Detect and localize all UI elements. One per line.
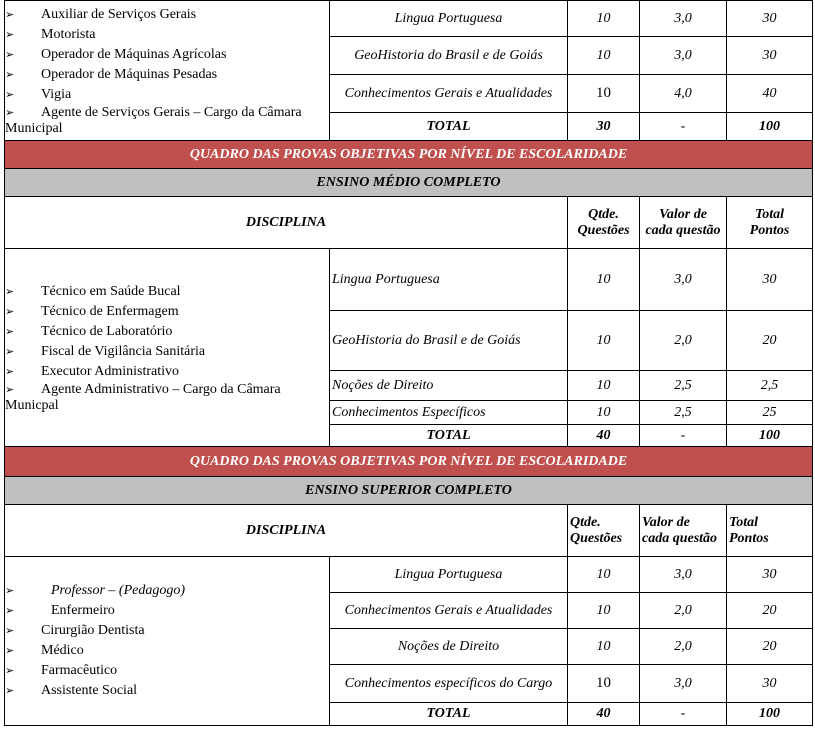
pontos-cell: 20 xyxy=(727,593,813,629)
valor-cell: 3,0 xyxy=(640,665,727,703)
arrow-bullet-icon: ➢ xyxy=(5,364,15,378)
header-valor: Valor de cada questão xyxy=(640,197,727,249)
total-qtd: 30 xyxy=(568,113,640,141)
list-item: ➢ Cirurgião Dentista xyxy=(5,621,329,641)
header-qtd: Qtde. Questões xyxy=(568,197,640,249)
valor-cell: 3,0 xyxy=(640,1,727,37)
arrow-bullet-icon: ➢ xyxy=(5,284,15,298)
banner-row xyxy=(5,141,813,169)
arrow-bullet-icon: ➢ xyxy=(5,67,15,81)
disciplina-cell: Noções de Direito xyxy=(330,629,568,665)
list-item: ➢ Executor Administrativo xyxy=(5,362,329,382)
pontos-cell: 30 xyxy=(727,249,813,311)
arrow-bullet-icon: ➢ xyxy=(5,47,15,61)
list-item: ➢ Auxiliar de Serviços Gerais xyxy=(5,5,329,25)
total-label: TOTAL xyxy=(330,113,568,141)
level-header: ENSINO SUPERIOR COMPLETO xyxy=(5,477,813,505)
valor-cell: 3,0 xyxy=(640,249,727,311)
header-disciplina: DISCIPLINA xyxy=(5,197,568,249)
arrow-bullet-icon: ➢ xyxy=(5,7,15,21)
arrow-bullet-icon: ➢ xyxy=(5,584,15,597)
disciplina-cell: GeoHistoria do Brasil e de Goiás xyxy=(330,311,568,371)
list-item: ➢ Operador de Máquinas Pesadas xyxy=(5,65,329,85)
arrow-bullet-icon: ➢ xyxy=(5,27,15,41)
qtd-cell: 10 xyxy=(568,557,640,593)
disciplina-cell: Lingua Portuguesa xyxy=(330,1,568,37)
qtd-cell: 10 xyxy=(568,593,640,629)
total-label: TOTAL xyxy=(330,703,568,726)
valor-cell: 2,0 xyxy=(640,629,727,665)
column-header-row xyxy=(5,197,813,249)
header-total: Total Pontos xyxy=(727,505,813,557)
disciplina-cell: Lingua Portuguesa xyxy=(330,249,568,311)
list-item: ➢ Motorista xyxy=(5,25,329,45)
pontos-cell: 30 xyxy=(727,665,813,703)
qtd-cell: 10 xyxy=(568,665,640,703)
list-item: ➢ Professor – (Pedagogo) xyxy=(5,581,329,601)
list-item: ➢ Médico xyxy=(5,641,329,661)
section-banner: QUADRO DAS PROVAS OBJETIVAS POR NÍVEL DE ESCOLARIDADE xyxy=(5,447,813,477)
arrow-bullet-icon: ➢ xyxy=(5,684,15,697)
total-valor: - xyxy=(640,425,727,447)
list-item: ➢ Assistente Social xyxy=(5,681,329,701)
qtd-cell: 10 xyxy=(568,75,640,113)
list-item: ➢ Técnico em Saúde Bucal xyxy=(5,282,329,302)
list-item: ➢ Técnico de Laboratório xyxy=(5,322,329,342)
disciplina-cell: Conhecimentos Gerais e Atualidades xyxy=(330,593,568,629)
valor-cell: 4,0 xyxy=(640,75,727,113)
list-item: ➢ Agente Administrativo – Cargo da Câmara Municpal xyxy=(5,381,281,413)
header-qtd: Qtde. Questões xyxy=(568,505,640,557)
arrow-bullet-icon: ➢ xyxy=(5,624,15,637)
pontos-cell: 30 xyxy=(727,557,813,593)
total-valor: - xyxy=(640,703,727,726)
table-row xyxy=(5,1,813,37)
valor-cell: 2,0 xyxy=(640,593,727,629)
level-header: ENSINO MÉDIO COMPLETO xyxy=(5,169,813,197)
qtd-cell: 10 xyxy=(568,37,640,75)
list-item: ➢ Enfermeiro xyxy=(5,601,329,621)
pontos-cell: 30 xyxy=(727,37,813,75)
disciplina-cell: GeoHistoria do Brasil e de Goiás xyxy=(330,37,568,75)
qtd-cell: 10 xyxy=(568,371,640,401)
qtd-cell: 10 xyxy=(568,401,640,425)
total-pontos: 100 xyxy=(727,703,813,726)
level-row xyxy=(5,477,813,505)
banner-row xyxy=(5,447,813,477)
total-label: TOTAL xyxy=(330,425,568,447)
table-row xyxy=(5,249,813,311)
disciplina-cell: Noções de Direito xyxy=(330,371,568,401)
header-disciplina: DISCIPLINA xyxy=(5,505,568,557)
pontos-cell: 20 xyxy=(727,311,813,371)
total-qtd: 40 xyxy=(568,425,640,447)
pontos-cell: 25 xyxy=(727,401,813,425)
list-item: ➢ Operador de Máquinas Agrícolas xyxy=(5,45,329,65)
qtd-cell: 10 xyxy=(568,629,640,665)
pontos-cell: 40 xyxy=(727,75,813,113)
arrow-bullet-icon: ➢ xyxy=(5,304,15,318)
header-valor: Valor de cada questão xyxy=(640,505,727,557)
arrow-bullet-icon: ➢ xyxy=(5,604,15,617)
cargo-list-fundamental xyxy=(5,1,330,141)
arrow-bullet-icon: ➢ xyxy=(5,87,15,101)
arrow-bullet-icon: ➢ xyxy=(5,382,15,396)
table-row xyxy=(5,557,813,593)
arrow-bullet-icon: ➢ xyxy=(5,664,15,677)
column-header-row xyxy=(5,505,813,557)
pontos-cell: 2,5 xyxy=(727,371,813,401)
level-row xyxy=(5,169,813,197)
total-valor: - xyxy=(640,113,727,141)
qtd-cell: 10 xyxy=(568,311,640,371)
list-item: ➢ Vigia xyxy=(5,85,329,105)
qtd-cell: 10 xyxy=(568,1,640,37)
arrow-bullet-icon: ➢ xyxy=(5,105,15,119)
cargo-list-superior xyxy=(5,557,330,726)
disciplina-cell: Conhecimentos Gerais e Atualidades xyxy=(330,75,568,113)
pontos-cell: 20 xyxy=(727,629,813,665)
total-qtd: 40 xyxy=(568,703,640,726)
valor-cell: 2,5 xyxy=(640,371,727,401)
arrow-bullet-icon: ➢ xyxy=(5,644,15,657)
list-item: ➢ Técnico de Enfermagem xyxy=(5,302,329,322)
disciplina-cell: Lingua Portuguesa xyxy=(330,557,568,593)
header-total: Total Pontos xyxy=(727,197,813,249)
total-pontos: 100 xyxy=(727,113,813,141)
valor-cell: 3,0 xyxy=(640,37,727,75)
pontos-cell: 30 xyxy=(727,1,813,37)
arrow-bullet-icon: ➢ xyxy=(5,324,15,338)
list-item: ➢ Fiscal de Vigilância Sanitária xyxy=(5,342,329,362)
valor-cell: 2,5 xyxy=(640,401,727,425)
cargo-list-medio xyxy=(5,249,330,447)
section-banner: QUADRO DAS PROVAS OBJETIVAS POR NÍVEL DE ESCOLARIDADE xyxy=(5,141,813,169)
qtd-cell: 10 xyxy=(568,249,640,311)
list-item: ➢ Farmacêutico xyxy=(5,661,329,681)
disciplina-cell: Conhecimentos específicos do Cargo xyxy=(330,665,568,703)
total-pontos: 100 xyxy=(727,425,813,447)
arrow-bullet-icon: ➢ xyxy=(5,344,15,358)
valor-cell: 3,0 xyxy=(640,557,727,593)
list-item: ➢ Agente de Serviços Gerais – Cargo da Câmara Municipal xyxy=(5,104,302,136)
provas-table xyxy=(4,0,813,726)
valor-cell: 2,0 xyxy=(640,311,727,371)
disciplina-cell: Conhecimentos Específicos xyxy=(330,401,568,425)
